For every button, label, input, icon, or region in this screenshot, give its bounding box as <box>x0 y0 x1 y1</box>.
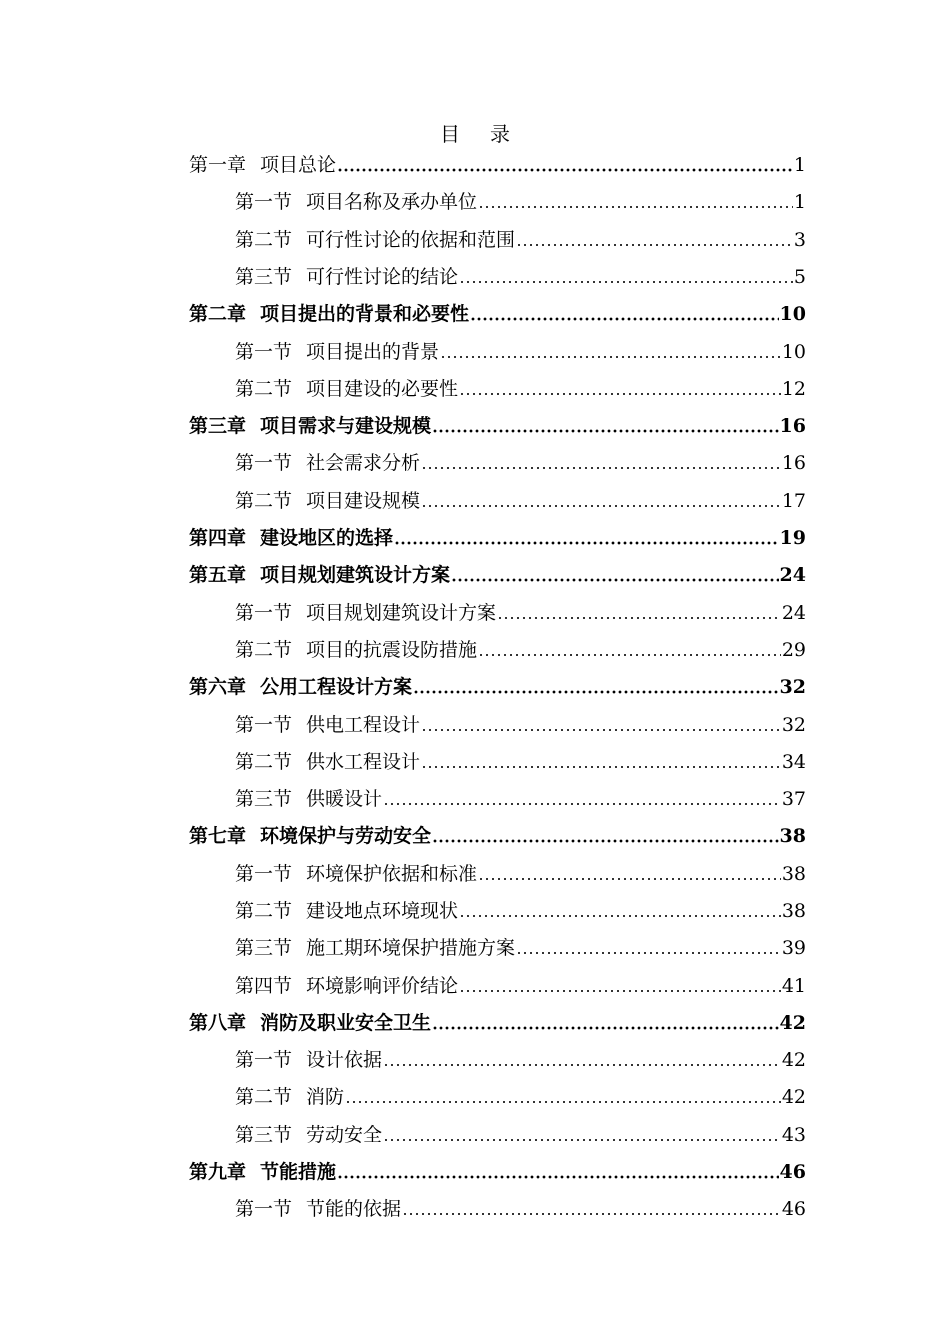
toc-section-entry[interactable] <box>235 218 806 254</box>
toc-entry-page-number: 1 <box>793 154 806 176</box>
toc-dot-leader <box>337 1175 779 1179</box>
toc-dot-leader <box>345 1100 781 1104</box>
toc-entry-number: 第一节 <box>235 341 293 363</box>
toc-entry-number: 第九章 <box>189 1161 247 1183</box>
toc-entry-page-number: 16 <box>779 415 806 437</box>
toc-entry-number: 第一节 <box>235 1198 293 1220</box>
toc-section-entry[interactable] <box>235 330 806 366</box>
toc-entry-title: 劳动安全 <box>306 1124 383 1146</box>
toc-entry-page-number: 12 <box>781 378 806 400</box>
toc-dot-leader <box>459 989 781 993</box>
toc-entry-number: 第八章 <box>189 1012 247 1034</box>
toc-entry-title: 供电工程设计 <box>306 714 421 736</box>
toc-entry-page-number: 29 <box>781 639 806 661</box>
toc-section-entry[interactable] <box>235 1187 806 1223</box>
toc-entry-number: 第一章 <box>189 154 247 176</box>
toc-chapter-entry[interactable] <box>189 292 806 328</box>
toc-entry-number: 第二节 <box>235 639 293 661</box>
toc-entry-title: 供水工程设计 <box>306 751 421 773</box>
toc-entry-page-number: 42 <box>781 1049 806 1071</box>
toc-entry-title: 消防 <box>306 1086 345 1108</box>
toc-entry-title: 环境保护与劳动安全 <box>260 825 432 847</box>
toc-entry-title: 建设地区的选择 <box>260 527 394 549</box>
toc-section-entry[interactable] <box>235 1075 806 1111</box>
toc-entry-page-number: 37 <box>781 788 806 810</box>
toc-dot-leader <box>440 355 781 359</box>
toc-entry-title: 项目提出的背景和必要性 <box>260 303 470 325</box>
toc-entry-page-number: 3 <box>793 229 806 251</box>
toc-dot-leader <box>478 205 793 209</box>
toc-section-entry[interactable] <box>235 852 806 888</box>
toc-dot-leader <box>383 1138 781 1142</box>
toc-entry-title: 消防及职业安全卫生 <box>260 1012 432 1034</box>
toc-entry-number: 第六章 <box>189 676 247 698</box>
toc-section-entry[interactable] <box>235 926 806 962</box>
toc-dot-leader <box>478 653 781 657</box>
toc-dot-leader <box>459 280 793 284</box>
toc-entry-page-number: 10 <box>781 341 806 363</box>
toc-chapter-entry[interactable] <box>189 665 806 701</box>
toc-entry-number: 第三节 <box>235 788 293 810</box>
toc-entry-page-number: 39 <box>781 937 806 959</box>
toc-entry-title: 可行性讨论的结论 <box>306 266 459 288</box>
toc-section-entry[interactable] <box>235 591 806 627</box>
toc-dot-leader <box>383 802 781 806</box>
toc-entry-title: 项目规划建筑设计方案 <box>306 602 497 624</box>
toc-entry-title: 施工期环境保护措施方案 <box>306 937 516 959</box>
toc-entry-page-number: 41 <box>781 975 806 997</box>
toc-entry-title: 设计依据 <box>306 1049 383 1071</box>
toc-entry-page-number: 10 <box>779 303 806 325</box>
toc-section-entry[interactable] <box>235 703 806 739</box>
toc-dot-leader <box>421 765 781 769</box>
toc-section-entry[interactable] <box>235 740 806 776</box>
toc-entry-page-number: 43 <box>781 1124 806 1146</box>
toc-title-char-2: 录 <box>490 122 510 146</box>
toc-entry-page-number: 5 <box>793 266 806 288</box>
toc-dot-leader <box>470 317 779 321</box>
toc-section-entry[interactable] <box>235 441 806 477</box>
toc-entry-title: 节能措施 <box>260 1161 337 1183</box>
toc-entry-title: 环境影响评价结论 <box>306 975 459 997</box>
toc-section-entry[interactable] <box>235 964 806 1000</box>
toc-chapter-entry[interactable] <box>189 516 806 552</box>
toc-entry-page-number: 16 <box>781 452 806 474</box>
toc-entry-page-number: 38 <box>779 825 806 847</box>
toc-entry-number: 第二章 <box>189 303 247 325</box>
toc-section-entry[interactable] <box>235 479 806 515</box>
toc-chapter-entry[interactable] <box>189 553 806 589</box>
toc-section-entry[interactable] <box>235 1113 806 1149</box>
toc-entry-title: 项目建设的必要性 <box>306 378 459 400</box>
toc-entry-title: 项目名称及承办单位 <box>306 191 478 213</box>
toc-dot-leader <box>421 504 781 508</box>
toc-entry-title: 项目提出的背景 <box>306 341 440 363</box>
toc-entry-title: 社会需求分析 <box>306 452 421 474</box>
toc-entry-title: 供暖设计 <box>306 788 383 810</box>
toc-section-entry[interactable] <box>235 628 806 664</box>
toc-section-entry[interactable] <box>235 777 806 813</box>
toc-entry-title: 项目建设规模 <box>306 490 421 512</box>
toc-entry-page-number: 32 <box>779 676 806 698</box>
toc-entry-number: 第一节 <box>235 863 293 885</box>
toc-section-entry[interactable] <box>235 180 806 216</box>
toc-entry-page-number: 32 <box>781 714 806 736</box>
toc-chapter-entry[interactable] <box>189 404 806 440</box>
toc-dot-leader <box>432 839 779 843</box>
toc-dot-leader <box>402 1212 781 1216</box>
toc-entry-page-number: 42 <box>779 1012 806 1034</box>
toc-entry-number: 第二节 <box>235 229 293 251</box>
toc-dot-leader <box>413 690 779 694</box>
toc-entry-page-number: 42 <box>781 1086 806 1108</box>
toc-dot-leader <box>459 914 781 918</box>
toc-chapter-entry[interactable] <box>189 1150 806 1186</box>
toc-entry-number: 第五章 <box>189 564 247 586</box>
toc-section-entry[interactable] <box>235 889 806 925</box>
toc-section-entry[interactable] <box>235 367 806 403</box>
toc-entry-page-number: 17 <box>781 490 806 512</box>
toc-entry-number: 第一节 <box>235 452 293 474</box>
toc-entry-number: 第一节 <box>235 191 293 213</box>
toc-section-entry[interactable] <box>235 1038 806 1074</box>
toc-entry-title: 项目规划建筑设计方案 <box>260 564 451 586</box>
toc-title-char-1: 目 <box>440 122 460 146</box>
toc-dot-leader <box>516 243 793 247</box>
toc-entry-number: 第二节 <box>235 1086 293 1108</box>
toc-entry-number: 第三节 <box>235 266 293 288</box>
toc-chapter-entry[interactable] <box>189 143 806 179</box>
toc-entry-number: 第三节 <box>235 1124 293 1146</box>
toc-entry-number: 第二节 <box>235 751 293 773</box>
toc-entry-page-number: 1 <box>793 191 806 213</box>
toc-entry-number: 第一节 <box>235 602 293 624</box>
toc-entry-number: 第四节 <box>235 975 293 997</box>
toc-entry-page-number: 19 <box>779 527 806 549</box>
toc-dot-leader <box>478 877 781 881</box>
toc-entry-page-number: 46 <box>779 1161 806 1183</box>
toc-entry-title: 建设地点环境现状 <box>306 900 459 922</box>
toc-entry-number: 第三节 <box>235 937 293 959</box>
toc-entry-title: 公用工程设计方案 <box>260 676 413 698</box>
toc-entry-number: 第二节 <box>235 378 293 400</box>
toc-dot-leader <box>421 728 781 732</box>
toc-entry-title: 项目需求与建设规模 <box>260 415 432 437</box>
toc-dot-leader <box>383 1063 781 1067</box>
toc-entry-page-number: 38 <box>781 863 806 885</box>
toc-dot-leader <box>497 616 781 620</box>
toc-dot-leader <box>459 392 781 396</box>
toc-entry-page-number: 24 <box>779 564 806 586</box>
toc-entry-page-number: 38 <box>781 900 806 922</box>
toc-entry-page-number: 46 <box>781 1198 806 1220</box>
toc-dot-leader <box>516 951 781 955</box>
toc-entry-number: 第四章 <box>189 527 247 549</box>
toc-entry-number: 第一节 <box>235 1049 293 1071</box>
toc-entry-title: 节能的依据 <box>306 1198 402 1220</box>
toc-entry-number: 第二节 <box>235 900 293 922</box>
toc-entry-page-number: 34 <box>781 751 806 773</box>
toc-dot-leader <box>394 541 779 545</box>
toc-entry-title: 环境保护依据和标准 <box>306 863 478 885</box>
toc-chapter-entry[interactable] <box>189 814 806 850</box>
toc-entry-title: 可行性讨论的依据和范围 <box>306 229 516 251</box>
toc-entry-page-number: 24 <box>781 602 806 624</box>
toc-dot-leader <box>421 466 781 470</box>
toc-dot-leader <box>432 429 779 433</box>
toc-entry-number: 第二节 <box>235 490 293 512</box>
toc-chapter-entry[interactable] <box>189 1001 806 1037</box>
toc-section-entry[interactable] <box>235 255 806 291</box>
toc-dot-leader <box>337 168 793 172</box>
toc-dot-leader <box>432 1026 779 1030</box>
toc-entry-title: 项目总论 <box>260 154 337 176</box>
toc-dot-leader <box>451 578 779 582</box>
toc-entry-number: 第三章 <box>189 415 247 437</box>
toc-entry-number: 第七章 <box>189 825 247 847</box>
toc-entry-number: 第一节 <box>235 714 293 736</box>
toc-entry-title: 项目的抗震设防措施 <box>306 639 478 661</box>
